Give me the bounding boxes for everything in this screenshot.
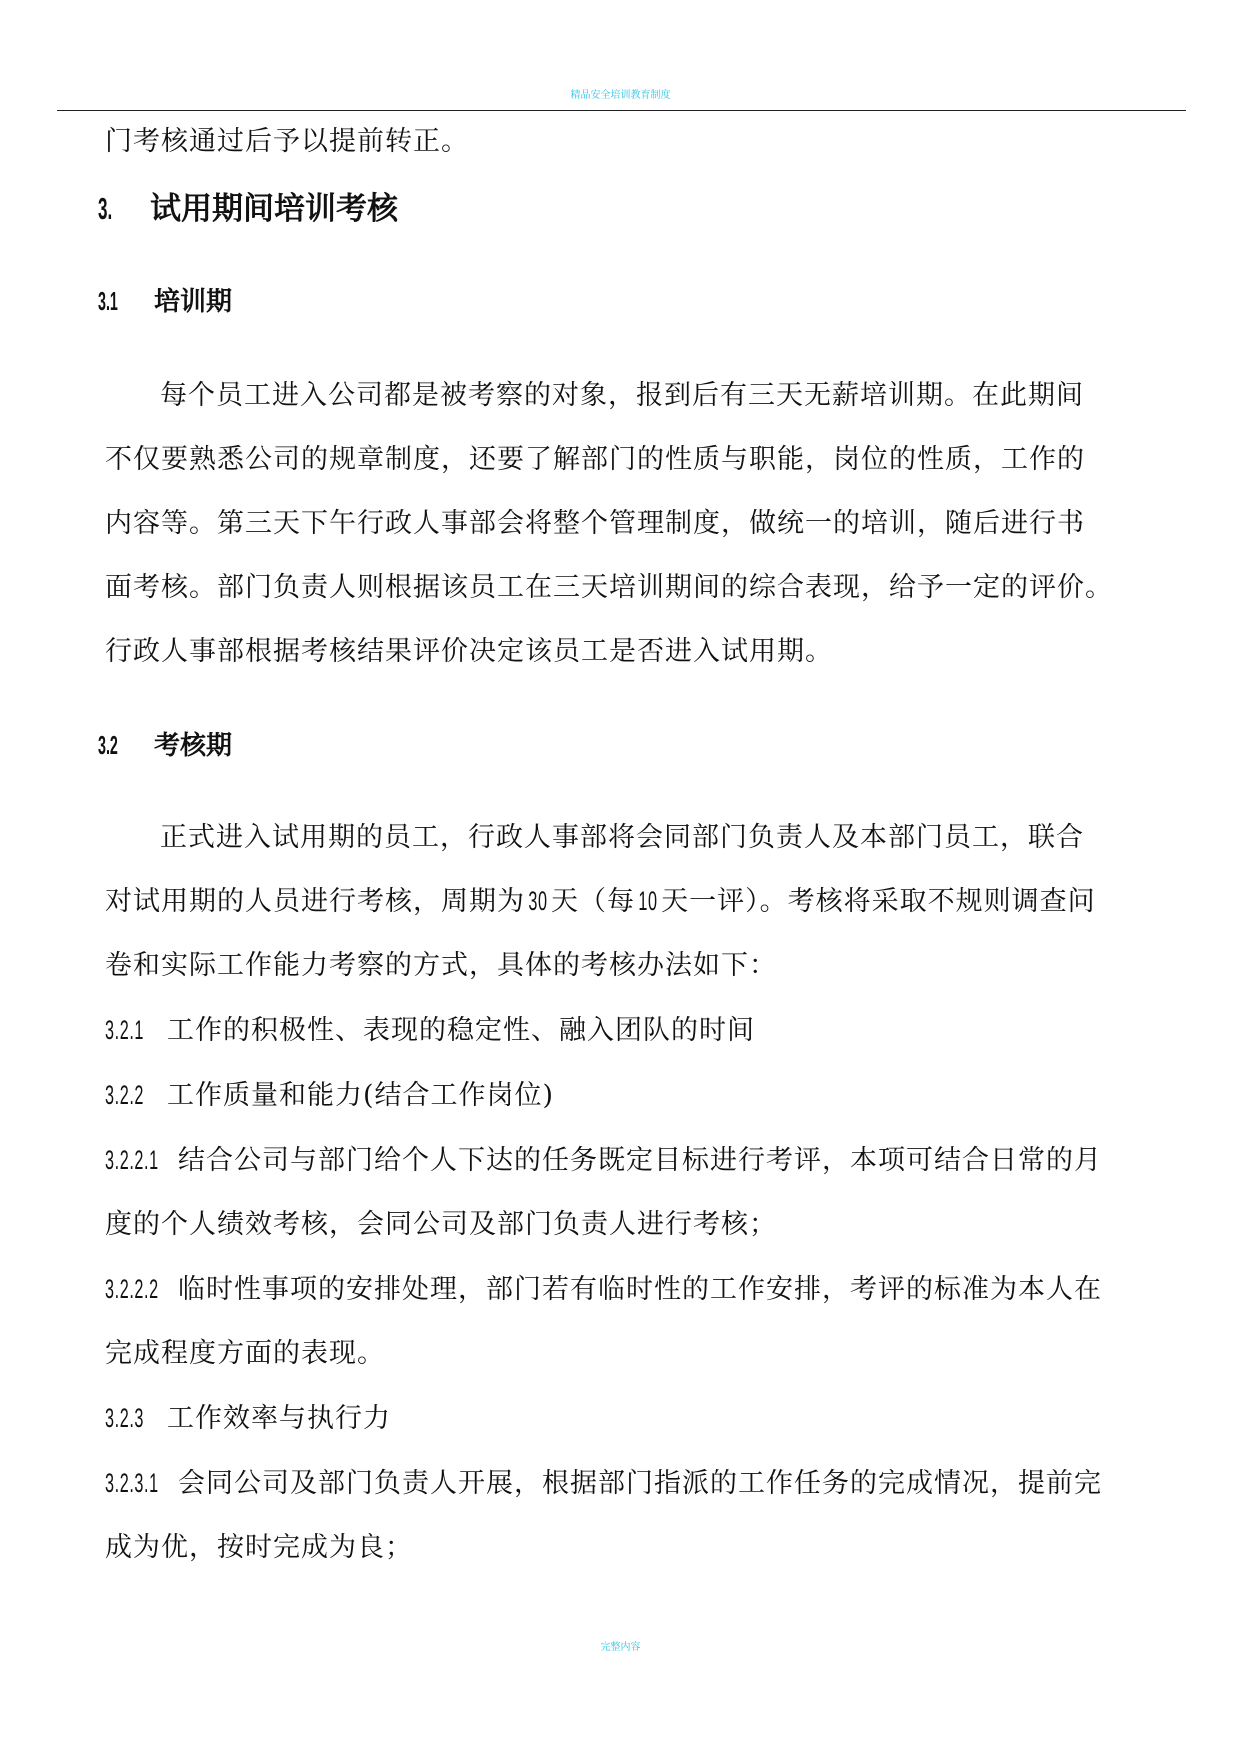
running-header: 精品安全培训教育制度 xyxy=(570,90,671,101)
text-run: 天一评）。考核将采取不规则调查问 xyxy=(661,886,1096,917)
list-item xyxy=(105,1082,554,1109)
list-item xyxy=(105,1405,391,1432)
item-text: 临时性事项的安排处理，部门若有临时性的工作安排，考评的标准为本人在 xyxy=(178,1274,1102,1305)
item-text: 工作效率与执行力 xyxy=(167,1403,391,1434)
paragraph-line: 卷和实际工作能力考察的方式，具体的考核办法如下： xyxy=(105,950,777,981)
list-item-continuation: 度的个人绩效考核，会同公司及部门负责人进行考核； xyxy=(105,1209,777,1240)
item-number: 3.2.3 xyxy=(105,1403,145,1433)
paragraph-line: 正式进入试用期的员工，行政人事部将会同部门负责人及本部门员工，联合 xyxy=(160,822,1084,853)
item-text: 工作的积极性、表现的稳定性、融入团队的时间 xyxy=(167,1015,755,1046)
section-title: 试用期间培训考核 xyxy=(150,191,398,227)
subsection-heading-3-2 xyxy=(98,732,232,759)
item-number: 3.2.2.1 xyxy=(105,1145,159,1175)
header-rule xyxy=(57,110,1186,111)
period-days: 30 xyxy=(528,886,548,916)
text-run: 对试用期的人员进行考核，周期为 xyxy=(105,886,525,917)
item-text: 结合公司与部门给个人下达的任务既定目标进行考评，本项可结合日常的月 xyxy=(178,1145,1102,1176)
item-number: 3.2.2.2 xyxy=(105,1274,159,1304)
section-number: 3. xyxy=(98,191,113,226)
running-footer: 完整内容 xyxy=(600,1642,641,1653)
list-item xyxy=(105,1017,755,1044)
subsection-title: 培训期 xyxy=(154,287,233,317)
item-text: 会同公司及部门负责人开展，根据部门指派的工作任务的完成情况，提前完 xyxy=(178,1468,1102,1499)
item-text: 工作质量和能力(结合工作岗位) xyxy=(167,1080,555,1111)
carry-over-line: 门考核通过后予以提前转正。 xyxy=(105,126,469,157)
paragraph-line: 内容等。第三天下午行政人事部会将整个管理制度，做统一的培训，随后进行书 xyxy=(105,508,1085,539)
subsection-title: 考核期 xyxy=(154,731,233,761)
item-number: 3.2.3.1 xyxy=(105,1468,159,1498)
item-number: 3.2.1 xyxy=(105,1015,145,1045)
section-heading xyxy=(98,193,398,225)
subsection-number: 3.2 xyxy=(98,730,118,760)
paragraph-line: 行政人事部根据考核结果评价决定该员工是否进入试用期。 xyxy=(105,636,833,667)
text-run: 天（每 xyxy=(551,886,636,917)
item-number: 3.2.2 xyxy=(105,1080,145,1110)
list-item-continuation: 完成程度方面的表现。 xyxy=(105,1338,385,1369)
paragraph-line xyxy=(105,888,1096,915)
subsection-number: 3.1 xyxy=(98,286,118,316)
subsection-heading-3-1 xyxy=(98,288,232,315)
list-item xyxy=(105,1147,1102,1174)
list-item-continuation: 成为优，按时完成为良； xyxy=(105,1532,413,1563)
paragraph-line: 不仅要熟悉公司的规章制度，还要了解部门的性质与职能，岗位的性质，工作的 xyxy=(105,444,1085,475)
interval-days: 10 xyxy=(638,886,658,916)
paragraph-line: 每个员工进入公司都是被考察的对象，报到后有三天无薪培训期。在此期间 xyxy=(160,380,1084,411)
paragraph-line: 面考核。部门负责人则根据该员工在三天培训期间的综合表现，给予一定的评价。 xyxy=(105,572,1113,603)
list-item xyxy=(105,1470,1102,1497)
list-item xyxy=(105,1276,1102,1303)
